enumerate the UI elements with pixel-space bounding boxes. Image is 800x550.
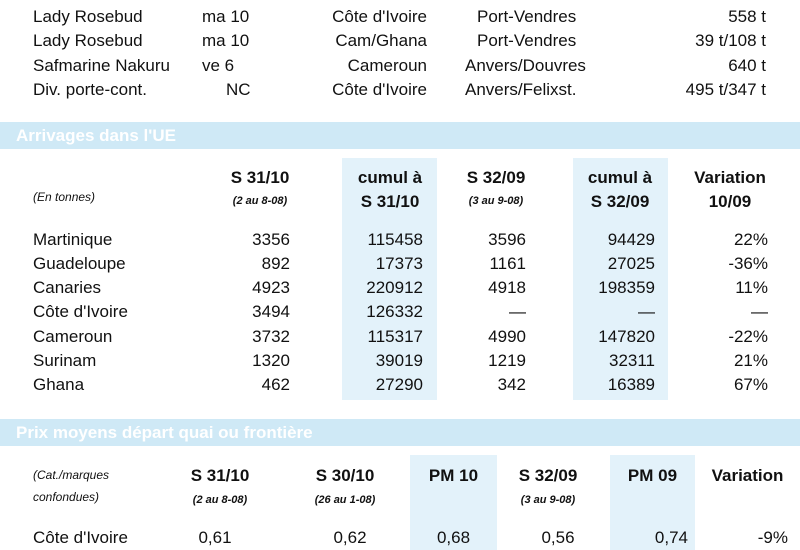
- origin: Martinique: [33, 230, 113, 249]
- value-cumul31: 17373: [375, 254, 423, 273]
- ship-origin: Cam/Ghana: [335, 31, 427, 50]
- value-s32: 1219: [488, 351, 526, 370]
- value-s32: 4990: [488, 327, 526, 346]
- value-s32: —: [509, 302, 526, 321]
- col-header-s31: S 31/10: [190, 466, 250, 485]
- col-sub-s30: (26 au 1-08): [314, 494, 376, 506]
- col-header-cumul31: cumul à: [357, 168, 423, 187]
- ship-port: Port-Vendres: [477, 7, 577, 26]
- ship-qty: 640 t: [728, 56, 766, 75]
- origin: Guadeloupe: [33, 254, 126, 273]
- ship-name: Lady Rosebud: [33, 7, 143, 26]
- cat-label: (Cat./marques: [33, 468, 110, 482]
- ship-day: NC: [226, 80, 251, 99]
- cat-label-2: confondues): [33, 490, 100, 504]
- ship-origin: Cameroun: [347, 56, 427, 75]
- value-cumul32: 32311: [608, 351, 655, 370]
- col-header-s32: S 32/09: [518, 466, 578, 485]
- value-pm10: 0,68: [436, 528, 471, 547]
- value-pm09: 0,74: [654, 528, 688, 547]
- col-header-variation: Variation: [694, 168, 766, 187]
- value-cumul31: 115458: [367, 230, 423, 249]
- ship-qty: 39 t/108 t: [695, 31, 766, 50]
- col-header-cumul31-2: S 31/10: [360, 192, 420, 211]
- ship-name: Div. porte-cont.: [33, 80, 148, 99]
- value-s32: 3596: [488, 230, 526, 249]
- value-s31: 462: [261, 375, 290, 394]
- value-s32: 1161: [489, 254, 526, 273]
- col-header-pm10: PM 10: [428, 466, 479, 485]
- value-variation: 22%: [733, 230, 768, 249]
- col-header-s32: S 32/09: [466, 168, 526, 187]
- col-header-s30: S 30/10: [315, 466, 375, 485]
- ship-port: Port-Vendres: [477, 31, 577, 50]
- value-cumul31: 27290: [375, 375, 423, 394]
- value-s31: 3732: [252, 327, 290, 346]
- value-s32: 4918: [488, 278, 526, 297]
- origin: Ghana: [33, 375, 85, 394]
- value-cumul32: 198359: [598, 278, 655, 297]
- ship-day: ve 6: [202, 56, 235, 75]
- ship-name: Safmarine Nakuru: [33, 56, 171, 75]
- prices-title: Prix moyens départ quai ou frontière: [16, 423, 313, 442]
- ship-name: Lady Rosebud: [33, 31, 143, 50]
- origin: Surinam: [33, 351, 97, 370]
- value-cumul32: —: [638, 302, 655, 321]
- value-variation: -22%: [728, 327, 768, 346]
- ship-day: ma 10: [202, 31, 250, 50]
- ship-qty: 558 t: [728, 7, 766, 26]
- value-variation: -9%: [757, 528, 788, 547]
- value-variation: -36%: [728, 254, 768, 273]
- value-s31: 0,61: [198, 528, 232, 547]
- ship-qty: 495 t/347 t: [685, 80, 766, 99]
- col-header-cumul32-2: S 32/09: [590, 192, 650, 211]
- col-sub-s31: (2 au 8-08): [232, 195, 288, 207]
- value-variation: 21%: [733, 351, 768, 370]
- ship-port: Anvers/Felixst.: [465, 80, 577, 99]
- value-variation: 11%: [735, 278, 768, 297]
- col-header-s31: S 31/10: [230, 168, 290, 187]
- value-s32: 0,56: [541, 528, 575, 547]
- ship-day: ma 10: [202, 7, 250, 26]
- ship-origin: Côte d'Ivoire: [332, 7, 427, 26]
- value-cumul32: 27025: [607, 254, 655, 273]
- value-s31: 4923: [252, 278, 290, 297]
- origin: Côte d'Ivoire: [33, 528, 128, 547]
- col-sub-s32: (3 au 9-08): [468, 195, 524, 207]
- origin: Côte d'Ivoire: [33, 302, 128, 321]
- value-cumul32: 94429: [607, 230, 655, 249]
- origin: Cameroun: [33, 327, 113, 346]
- value-cumul32: 16389: [607, 375, 655, 394]
- value-s31: 3494: [252, 302, 290, 321]
- value-s31: 3356: [252, 230, 290, 249]
- value-s31: 892: [261, 254, 290, 273]
- value-variation: 67%: [733, 375, 768, 394]
- value-cumul31: 220912: [366, 278, 423, 297]
- origin: Canaries: [33, 278, 102, 297]
- col-sub-s31: (2 au 8-08): [192, 494, 248, 506]
- unit-label: (En tonnes): [33, 190, 96, 204]
- col-header-variation: Variation: [711, 466, 784, 485]
- value-s30: 0,62: [333, 528, 367, 547]
- col-header-cumul32: cumul à: [587, 168, 653, 187]
- value-cumul31: 126332: [366, 302, 423, 321]
- value-s32: 342: [497, 375, 526, 394]
- value-s31: 1320: [252, 351, 290, 370]
- arrivals-title: Arrivages dans l'UE: [16, 126, 176, 145]
- value-variation: —: [751, 302, 768, 321]
- col-sub-s32: (3 au 9-08): [520, 494, 576, 506]
- ship-port: Anvers/Douvres: [465, 56, 586, 75]
- value-cumul32: 147820: [598, 327, 655, 346]
- col-header-pm09: PM 09: [627, 466, 678, 485]
- value-cumul31: 115317: [367, 327, 423, 346]
- ship-origin: Côte d'Ivoire: [332, 80, 427, 99]
- value-cumul31: 39019: [375, 351, 423, 370]
- col-header-variation-2: 10/09: [708, 192, 752, 211]
